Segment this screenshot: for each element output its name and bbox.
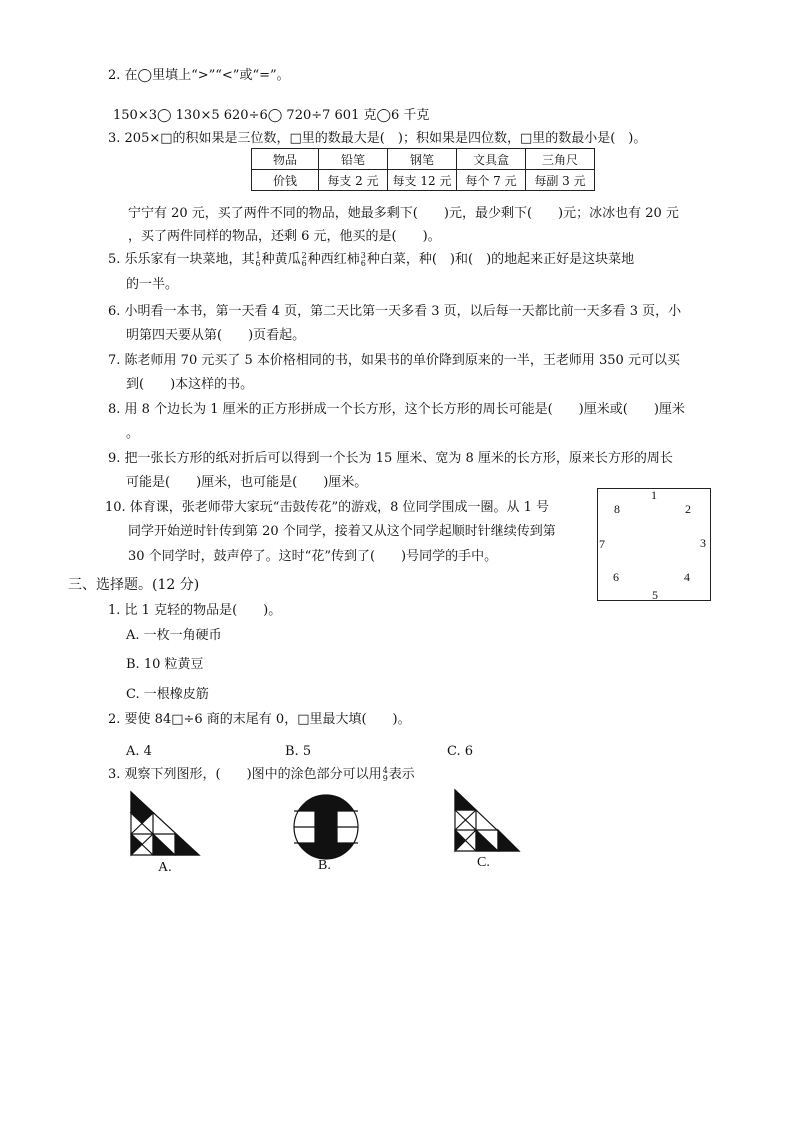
figure-a-label: A. bbox=[158, 860, 172, 875]
q5-line1 bbox=[108, 251, 634, 269]
q9-line2: 可能是( )厘米，也可能是( )厘米。 bbox=[126, 475, 368, 490]
table-cell: 三角尺 bbox=[526, 149, 595, 170]
seat-number: 8 bbox=[614, 502, 620, 516]
c2-option-b: B. 5 bbox=[285, 744, 312, 759]
fraction: 2 6 bbox=[301, 250, 307, 268]
q5-part4: 种白菜，种( )和( )的地起来正好是这块菜地 bbox=[366, 252, 635, 267]
table-cell: 物品 bbox=[252, 149, 319, 170]
q5-part2: 种黄瓜 bbox=[261, 252, 301, 267]
q8-line2: 。 bbox=[126, 426, 140, 441]
q9-line1: 9. 把一张长方形的纸对折后可以得到一个长为 15 厘米、宽为 8 厘米的长方形，原来长方形的周长 bbox=[108, 451, 673, 466]
q7-line2: 到( )本这样的书。 bbox=[126, 377, 254, 392]
q7-line1: 7. 陈老师用 70 元买了 5 本价格相同的书，如果书的单价降到原来的一半，王老师用 350 元可以买 bbox=[108, 353, 680, 368]
figure-b-label: B. bbox=[318, 858, 331, 873]
c2-option-a: A. 4 bbox=[126, 744, 152, 759]
table-cell: 钢笔 bbox=[388, 149, 457, 170]
seat-number: 3 bbox=[700, 536, 706, 550]
table-cell: 每支 2 元 bbox=[319, 170, 388, 191]
table-cell: 文具盒 bbox=[457, 149, 526, 170]
seat-number: 5 bbox=[652, 588, 658, 602]
table-cell: 每个 7 元 bbox=[457, 170, 526, 191]
seat-number: 1 bbox=[651, 488, 657, 502]
fraction: 4 9 bbox=[382, 765, 388, 783]
c1-option-b: B. 10 粒黄豆 bbox=[126, 657, 204, 672]
q10-line2: 同学开始逆时针传到第 20 个同学，接着又从这个同学起顺时针继续传到第 bbox=[128, 524, 556, 539]
seat-number: 7 bbox=[599, 537, 605, 551]
q5-prefix: 5. 乐乐家有一块菜地，其 bbox=[108, 252, 255, 267]
table-cell: 价钱 bbox=[252, 170, 319, 191]
q6-line1: 6. 小明看一本书，第一天看 4 页，第二天比第一天多看 3 页，以后每一天都比前一天多看 3 页，小 bbox=[108, 304, 682, 319]
q4-line1: 宁宁有 20 元，买了两件不同的物品，她最多剩下( )元，最少剩下( )元；冰冰也有 20 元 bbox=[128, 206, 679, 221]
c3-question bbox=[108, 766, 415, 784]
seat-number: 2 bbox=[685, 502, 691, 516]
seat-number: 4 bbox=[684, 570, 690, 584]
c3-suffix: 表示 bbox=[388, 767, 415, 782]
q6-line2: 明第四天要从第( )页看起。 bbox=[126, 328, 306, 343]
q5-line2: 的一半。 bbox=[126, 277, 179, 292]
c2-question: 2. 要使 84□÷6 商的末尾有 0，□里最大填( )。 bbox=[108, 712, 411, 727]
q2-title: 2. 在◯里填上“>”“<”或“=”。 bbox=[108, 68, 290, 83]
c1-option-a: A. 一枚一角硬币 bbox=[126, 628, 222, 643]
fraction: 1 6 bbox=[255, 250, 261, 268]
c2-option-c: C. 6 bbox=[447, 744, 474, 759]
figure-c-label: C. bbox=[477, 855, 490, 870]
q2-items: 150×3◯ 130×5 620÷6◯ 720÷7 601 克◯6 千克 bbox=[113, 108, 430, 123]
c1-question: 1. 比 1 克轻的物品是( )。 bbox=[108, 603, 282, 618]
c3-prefix: 3. 观察下列图形，( )图中的涂色部分可以用 bbox=[108, 767, 382, 782]
section-title: 三、选择题。(12 分) bbox=[68, 577, 200, 593]
q3-text: 3. 205×□的积如果是三位数，□里的数最大是( )；积如果是四位数，□里的数最小是( )。 bbox=[108, 131, 647, 146]
fraction: 3 6 bbox=[360, 250, 366, 268]
q8-line1: 8. 用 8 个边长为 1 厘米的正方形拼成一个长方形，这个长方形的周长可能是( )厘米或( )厘米 bbox=[108, 402, 685, 417]
figure-b bbox=[292, 793, 360, 861]
figure-c bbox=[452, 788, 522, 854]
table-row bbox=[252, 170, 595, 191]
q5-part3: 种西红柿 bbox=[307, 252, 360, 267]
table-cell: 每支 12 元 bbox=[388, 170, 457, 191]
table-cell: 每副 3 元 bbox=[526, 170, 595, 191]
seat-number: 6 bbox=[613, 570, 619, 584]
table-cell: 铅笔 bbox=[319, 149, 388, 170]
price-table bbox=[251, 148, 595, 191]
c1-option-c: C. 一根橡皮筋 bbox=[126, 687, 209, 702]
table-row bbox=[252, 149, 595, 170]
q10-line3: 30 个同学时，鼓声停了。这时“花”传到了( )号同学的手中。 bbox=[128, 549, 498, 564]
figure-a bbox=[128, 790, 202, 858]
seating-diagram bbox=[597, 488, 711, 601]
q4-line2: ，买了两件同样的物品，还剩 6 元，他买的是( )。 bbox=[128, 229, 441, 244]
q10-line1: 10. 体育课，张老师带大家玩“击鼓传花”的游戏，8 位同学围成一圈。从 1 号 bbox=[105, 500, 550, 515]
